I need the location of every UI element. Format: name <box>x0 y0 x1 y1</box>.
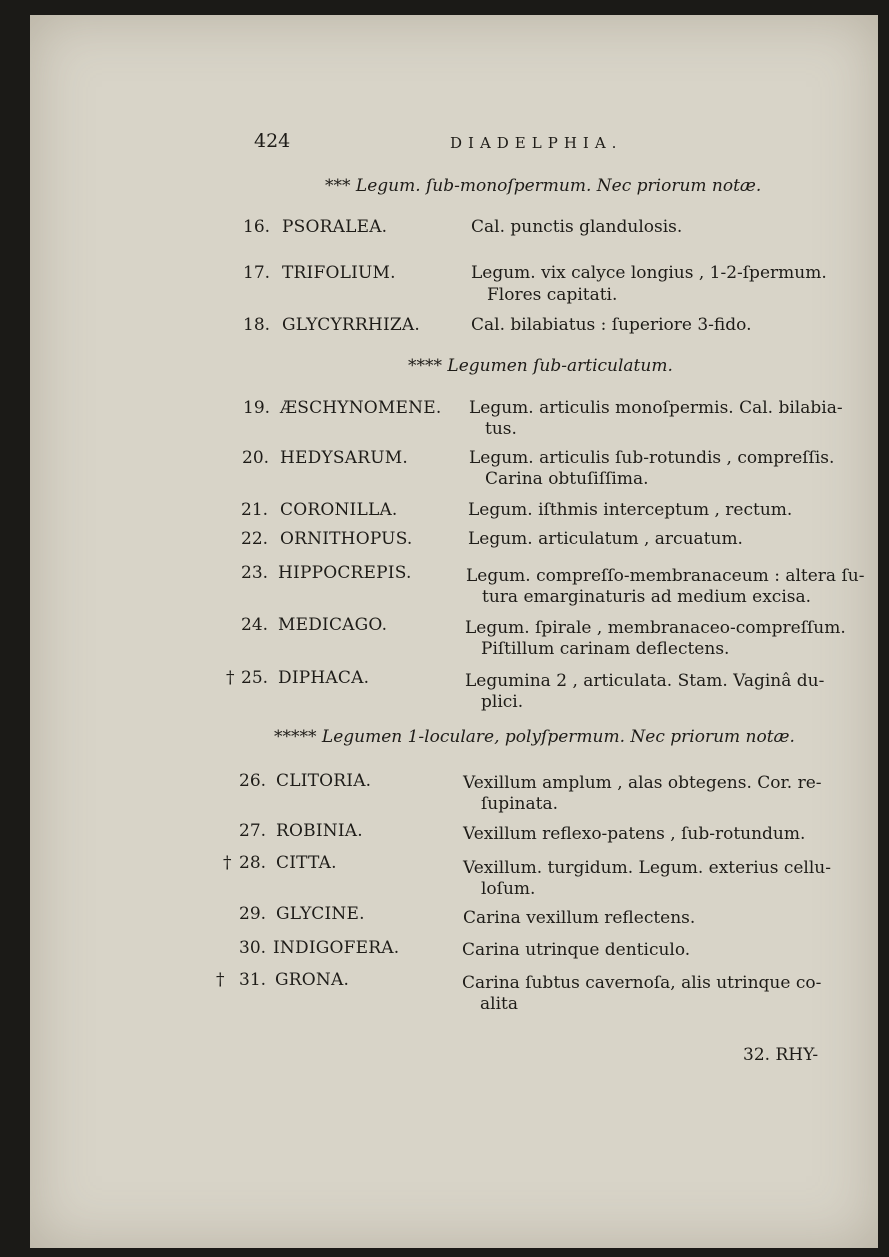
entry-number: 30. <box>239 938 267 958</box>
dagger-mark: † <box>226 668 235 688</box>
entry-number: 18. <box>243 315 271 335</box>
genus-description-line: Carina obtuſiſſima. <box>485 469 649 489</box>
genus-description-line: Cal. bilabiatus : ſuperiore 3-fido. <box>471 315 752 335</box>
genus-name: INDIGOFERA. <box>273 938 400 958</box>
entry-number: 17. <box>243 263 271 283</box>
genus-description-line: Legum. articulatum , arcuatum. <box>468 529 743 549</box>
dagger-mark: † <box>223 853 232 873</box>
entry-number: 29. <box>239 904 267 924</box>
entry-number: 23. <box>241 563 269 583</box>
entry-number: 22. <box>241 529 269 549</box>
genus-description-line: plici. <box>481 692 524 712</box>
genus-description-line: Carina utrinque denticulo. <box>462 940 691 960</box>
genus-description-line: Legum. ſpirale , membranaceo-compreſſum. <box>465 618 846 638</box>
genus-description-line: Carina vexillum reflectens. <box>463 908 696 928</box>
genus-name: CORONILLA. <box>280 500 398 520</box>
genus-description-line: tura emarginaturis ad medium excisa. <box>482 587 812 607</box>
genus-description-line: loſum. <box>481 879 536 899</box>
section-heading-4: **** Legumen ſub-articulatum. <box>408 356 673 376</box>
genus-name: ORNITHOPUS. <box>280 529 413 549</box>
genus-description-line: Cal. punctis glandulosis. <box>471 217 683 237</box>
genus-name: PSORALEA. <box>282 217 388 237</box>
genus-name: DIPHACA. <box>278 668 370 688</box>
genus-description-line: Piſtillum carinam deflectens. <box>481 639 730 659</box>
genus-description-line: alita <box>480 994 518 1014</box>
genus-description-line: Legum. articulis ſub-rotundis , compreſſis. <box>469 448 835 468</box>
genus-name: CITTA. <box>276 853 337 873</box>
genus-description-line: Legum. vix calyce longius , 1-2-ſpermum. <box>471 263 827 283</box>
genus-name: GRONA. <box>275 970 350 990</box>
genus-description-line: ſupinata. <box>481 794 559 814</box>
genus-description-line: Flores capitati. <box>487 285 618 305</box>
entry-number: 20. <box>242 448 270 468</box>
genus-name: ROBINIA. <box>276 821 363 841</box>
genus-description-line: Vexillum amplum , alas obtegens. Cor. re- <box>463 773 822 793</box>
genus-name: GLYCYRRHIZA. <box>282 315 420 335</box>
entry-number: 24. <box>241 615 269 635</box>
page-number: 424 <box>254 130 291 152</box>
genus-name: MEDICAGO. <box>278 615 388 635</box>
dagger-mark: † <box>216 970 225 990</box>
catchword: 32. RHY- <box>743 1045 819 1065</box>
entry-number: 25. <box>241 668 269 688</box>
genus-name: HIPPOCREPIS. <box>278 563 412 583</box>
genus-description-line: Carina ſubtus cavernoſa, alis utrinque co- <box>462 973 822 993</box>
section-heading-5: ***** Legumen 1-loculare, polyſpermum. Nec priorum notæ. <box>274 727 795 747</box>
entry-number: 28. <box>239 853 267 873</box>
genus-name: GLYCINE. <box>276 904 365 924</box>
genus-description-line: Legum. iſthmis interceptum , rectum. <box>468 500 793 520</box>
genus-description-line: Legum. articulis monoſpermis. Cal. bilabia- <box>469 398 843 418</box>
genus-name: TRIFOLIUM. <box>282 263 396 283</box>
genus-description-line: tus. <box>485 419 517 439</box>
entry-number: 26. <box>239 771 267 791</box>
book-page <box>30 15 878 1248</box>
genus-description-line: Vexillum. turgidum. Legum. exterius cellu- <box>463 858 831 878</box>
section-heading-3: *** Legum. ſub-monoſpermum. Nec priorum notæ. <box>325 176 762 196</box>
entry-number: 21. <box>241 500 269 520</box>
entry-number: 19. <box>243 398 271 418</box>
genus-name: HEDYSARUM. <box>280 448 408 468</box>
genus-description-line: Legumina 2 , articulata. Stam. Vaginâ du- <box>465 671 825 691</box>
genus-name: ÆSCHYNOMENE. <box>280 398 442 418</box>
genus-description-line: Legum. compreſſo-membranaceum : altera ſu- <box>466 566 865 586</box>
genus-name: CLITORIA. <box>276 771 372 791</box>
page-title: DIADELPHIA. <box>450 134 623 152</box>
genus-description-line: Vexillum reflexo-patens , ſub-rotundum. <box>463 824 806 844</box>
entry-number: 27. <box>239 821 267 841</box>
entry-number: 31. <box>239 970 267 990</box>
entry-number: 16. <box>243 217 271 237</box>
